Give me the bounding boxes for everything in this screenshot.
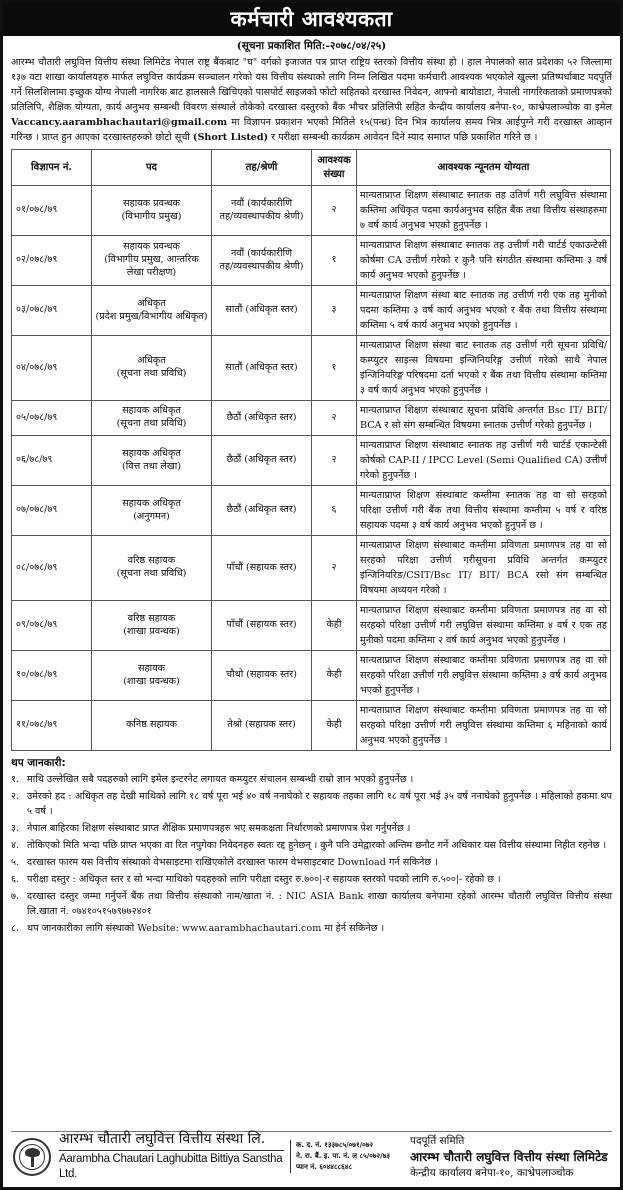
org-name-english: Aarambha Chautari Laghubitta Bittiya Sanstha Ltd. <box>59 1152 283 1181</box>
level-cell <box>212 186 312 236</box>
item-text: थप जानकारीका लागि संस्थाको Website: www.aarambhachautari.com मा हेर्न सकिनेछ । <box>27 923 385 935</box>
table-row <box>12 336 611 401</box>
list-item <box>11 838 612 853</box>
list-item <box>11 921 612 936</box>
item-text: उमेरको हद : अधिकृत तह देखी माथिको लागि १८ वर्ष पूरा भई ४० वर्ष ननाघेको र सहायक तहका लागि १८ वर्ष पूरा भई ३५ वर्ष ननाघेको हुनुपर्नेछ । महिलाको हकमा थप ५ वर्ष । <box>27 791 612 818</box>
table-row <box>12 601 611 651</box>
level-subtitle: तह/व्यवस्थापकीय श्रेणी) <box>219 260 304 272</box>
level-title: नवौं (कार्यकारीणि <box>230 247 293 259</box>
footer <box>11 1131 612 1181</box>
item-number: ३. <box>11 823 20 835</box>
header-count: आवश्यक संख्या <box>312 150 357 186</box>
ad-number: ०१/०७८/७९ <box>12 186 92 236</box>
header-qualification: आवश्यक न्यूनतम योग्यता <box>357 150 611 186</box>
ad-number: ०५/०७८/७९ <box>12 401 92 436</box>
qualification: मान्यताप्राप्त शिक्षण संस्थाबाट कम्तीमा प्रविणता प्रमाणपत्र तह वा सो सरहको परिक्षा उत्तीर्ण गरी लघुवित्त संस्थामा कम्तिमा ४ वर्ष र एक तह मुनीको पदमा कम्तिमा २ वर्ष कार्य अनुभव भएको हुनुपर्नेछ । <box>357 601 611 651</box>
committee-address: केन्द्रीय कार्यालय बनेपा-१०, काभ्रेपलाञ्चोक <box>410 1166 574 1179</box>
ad-number: ०६/७८/७९ <box>12 436 92 486</box>
level-title: पाँचौं (सहायक स्तर) <box>226 561 297 573</box>
post-cell <box>92 236 212 286</box>
list-item <box>11 872 612 887</box>
level-title: नवौं (कार्यकारीणि <box>230 197 293 209</box>
ad-number: ०८/०७८/७९ <box>12 536 92 601</box>
notice-title: कर्मचारी आवश्यकता <box>3 3 620 36</box>
ad-number: ११/०७८/७९ <box>12 701 92 751</box>
post-subtitle: (सूचना तथा प्रविधि) <box>116 418 187 429</box>
table-row <box>12 186 611 236</box>
ad-number: ०९/०७८/७९ <box>12 601 92 651</box>
item-text: तोकिएको मिति भन्दा पछि प्राप्त भएका वा रित नपुगेका निवेदनहरु स्वतः रद्द हुनेछन् । कुनै पनि उमेद्वारको अन्तिम छनौट गर्ने अधिकार यस वित्तीय संस्थामा निहीत रहनेछ । <box>27 840 607 852</box>
post-title: कनिष्ठ सहायक <box>126 719 177 731</box>
required-count: केही <box>312 601 357 651</box>
registration-line: क. द. नं. १३३७८५/०७१/०७२ <box>296 1141 374 1149</box>
qualification: मान्यताप्राप्त शिक्षण संस्थाबाट स्नातक तह उत्तीर्ण गरी चार्टर्ड एकान्टेसी कोर्षको CAP-II / IPCC Level (Semi Qualified CA) उत्तीर्ण गरेको हुनुपर्नेछ । <box>357 436 611 486</box>
table-row <box>12 436 611 486</box>
post-title: सहायक अधिकृत <box>122 447 181 459</box>
item-number: २. <box>11 791 20 803</box>
post-cell <box>92 401 212 436</box>
post-cell <box>92 336 212 401</box>
required-count: २ <box>312 536 357 601</box>
post-cell <box>92 601 212 651</box>
list-item <box>11 772 612 787</box>
intro-paragraph <box>3 55 620 145</box>
list-item <box>11 821 612 836</box>
ad-number: ०३/०७८/७९ <box>12 286 92 336</box>
required-count: २ <box>312 436 357 486</box>
level-subtitle: तह/व्यवस्थापकीय श्रेणी) <box>219 210 304 222</box>
ad-number: १०/०७८/७९ <box>12 651 92 701</box>
post-title: सहायक <box>138 662 165 674</box>
level-cell <box>212 701 312 751</box>
qualification: मान्यताप्राप्त शिक्षण संस्थाबाट कम्तीमा प्रविणता प्रमाणपत्र तह वा सो सरहको परिक्षा उत्तीर्ण गरी लघुवित्त संस्थामा कम्तिमा ३ वर्ष कार्य अनुभव भएको हुनुपर्नेछ । <box>357 651 611 701</box>
post-subtitle: (सूचना तथा प्रविधि) <box>116 568 187 579</box>
required-count: केही <box>312 651 357 701</box>
post-cell <box>92 486 212 536</box>
item-number: ५. <box>11 857 20 869</box>
qualification: मान्यताप्राप्त शिक्षण संस्थाबाट कम्तीमा प्रविणता प्रमाणपत्र तह वा सो सरहको परिक्षा उत्तीर्ण गरीसूचना प्रविधि अन्तर्गत कम्प्युटर इन्जिनियरिङ/CSIT/Bsc IT/ BIT/ BCA रसो संग सम्बन्धित विषयमा अध्ययन गरेको । <box>357 536 611 601</box>
post-subtitle: (विभागीय प्रमुख) <box>121 210 182 222</box>
header-post: पद <box>92 150 212 186</box>
notice-date: (सूचना प्रकाशित मिति:-२०७८/०४/२५) <box>236 40 387 52</box>
post-subtitle: (अनुगमन) <box>133 510 170 522</box>
qualification: मान्यताप्राप्त शिक्षण संस्था बाट स्नातक तह उत्तीर्ण गरी एक तह मुनीको पदमा कम्तिमा ३ वर्ष कार्य अनुभव भएको र बैंक तथा वित्तीय संस्थामा कम्तिमा ५ वर्ष कार्य अनुभव भएको हुनुपर्नेछ । <box>357 286 611 336</box>
post-title: सहायक अधिकृत <box>122 497 181 509</box>
level-cell <box>212 286 312 336</box>
post-subtitle: (वित्त तथा लेखा) <box>122 460 181 472</box>
post-subtitle: (शाखा प्रवन्धक) <box>123 675 180 687</box>
post-cell <box>92 286 212 336</box>
table-row <box>12 401 611 436</box>
level-title: सातौं (अधिकृत स्तर) <box>225 304 298 316</box>
short-listed-label: (Short Listed) <box>192 132 269 143</box>
qualification: मान्यताप्राप्त शिक्षण संस्थाबाट स्नातक तह उतिर्ण गरी लघुवित्त संस्थामा कम्तिमा अधिकृत पदमा कार्यअनुभव सहित बैंक तथा वित्तीय संस्थाहरुमा ७ वर्ष कार्य अनुभव भएको हुनुपर्नेछ । <box>357 186 611 236</box>
recruitment-committee <box>410 1133 608 1181</box>
level-title: चौथो (सहायक स्तर) <box>226 669 297 681</box>
level-title: सातौं (अधिकृत स्तर) <box>225 361 298 373</box>
intro-text-2: मा विज्ञापन प्रकाशन भएको मितिले १५(पन्ध्र) दिन भित्र कार्यालय समय भित्र आईपुग्ने गरी दरखास्त आव्हान गरिन्छ । प्राप्त हुन आएका दरखास्तहरुको छोटो सूची <box>11 117 612 143</box>
level-title: छैठौं (अधिकृत स्तर) <box>226 454 297 466</box>
organization-name-block <box>59 1130 284 1183</box>
level-title: तेश्रो (सहायक स्तर) <box>227 719 296 731</box>
table-row <box>12 701 611 751</box>
level-cell <box>212 401 312 436</box>
qualification: मान्यताप्राप्त शिक्षण संस्थाबाट कम्तीमा प्रविणता प्रमाणपत्र तह वा सो सरहको परिक्षा उत्तीर्ण गरी लघुवित्त संस्थामा कम्तिमा ६ महिनाको कार्य अनुभव भएको हुनुपर्नेछ । <box>357 701 611 751</box>
required-count: केही <box>312 701 357 751</box>
item-text: दरखास्त फारम यस वित्तीय संस्थाको वेभसाइटमा राखिएकोले दरखास्त फारम वेभसाइटबाट Download गर्न सकिनेछ । <box>27 857 438 869</box>
table-row <box>12 236 611 286</box>
level-cell <box>212 236 312 286</box>
additional-info-title: थप जानकारी: <box>11 757 66 769</box>
header-level: तह/श्रेणी <box>212 150 312 186</box>
registration-line: प्यान नं. ६०४४८८६४८ <box>296 1163 353 1171</box>
table-row <box>12 536 611 601</box>
post-title: वरिष्ठ सहायक <box>127 612 176 624</box>
level-cell <box>212 486 312 536</box>
post-subtitle: (विभागीय प्रमुख, आन्तरिक लेखा परीक्षण) <box>104 254 199 278</box>
item-text: परीक्षा दस्तुर : अधिकृत स्तर र सो भन्दा माथिको पदहरुको लागि परीक्षा दस्तुर रु.७००|-र सहायक स्तरको पदको लागि रु.५००|- रहेको छ । <box>27 874 501 886</box>
post-title: सहायक प्रवन्धक <box>123 241 180 253</box>
intro-text-1: आरम्भ चौतारी लघुवित्त वित्तीय संस्था लिमिटेड नेपाल राष्ट्र बैंकबाट "घ" वर्गको इजाजत पत्र प्राप्त राष्ट्रिय स्तरको वित्तीय संस्था हो । हाल नेपालको सात प्रदेशका ५२ जिल्लामा १३७ वटा शाखा कार्यालयहरु मार्फत लघुवित्त कार्यक्रम सञ्चालन गरेको यस वित्तीय संस्थाको लागि निम्न लिखित पदमा कर्मचारी आवश्यक भएकोले खुल्ला प्रतिष्पर्धाबाट पदपुर्ति गर्ने सिलशिलामा इच्छुक योग्य नेपाली नागरिक बाट हालसालै खिचिएको पासपोर्ट साइजको फोटो सहितको दरखास्त निवेदन, आफ्नो बायोडाटा, नेपाली नागरिकताको प्रमाणपत्रको प्रतिलिपि, शैक्षिक योग्यता, कार्य अनुभव सम्बन्धी विवरण संस्थाले तोकेको दरखास्त दस्तुरको बैंक भौचर प्रतिलिपी सहित केन्द्रीय कार्यालय बनेपा-१०, काभ्रेपलाञ्चोक वा इमेल <box>11 57 612 113</box>
item-number: १. <box>11 774 20 786</box>
required-count: २ <box>312 186 357 236</box>
post-title: वरिष्ठ सहायक <box>127 555 176 567</box>
required-count: १ <box>312 236 357 286</box>
committee-org: आरम्भ चौतारी लघुवित्त वित्तीय संस्था लिमिटेड <box>410 1149 608 1164</box>
tree-icon <box>19 1144 45 1170</box>
post-cell <box>92 536 212 601</box>
list-item <box>11 855 612 870</box>
required-count: ६ <box>312 486 357 536</box>
level-cell <box>212 536 312 601</box>
required-count: २ <box>312 401 357 436</box>
level-title: पाँचौं (सहायक स्तर) <box>226 619 297 631</box>
table-row <box>12 486 611 536</box>
post-subtitle: (शाखा प्रवन्धक) <box>123 625 180 637</box>
item-text: दरखास्त दस्तुर जम्मा गर्नुपर्ने बैंक तथा वित्तीय संस्थाको नाम/खाता नं. : NIC ASIA Bank शाखा कार्यालय बनेपामा रहेको आरम्भ चौतारी लघुवित्त वित्तीय संस्था लि.खाता नं. ०७४१०५१५७९७७२४०१ <box>27 891 612 918</box>
organization-logo <box>13 1138 51 1176</box>
post-title: अधिकृत <box>137 355 166 367</box>
level-cell <box>212 651 312 701</box>
post-title: सहायक प्रवन्धक <box>123 197 180 209</box>
ad-number: ०४/०७८/७९ <box>12 336 92 401</box>
list-item <box>11 789 612 819</box>
committee-title: पदपूर्ति समिति <box>410 1134 465 1147</box>
table-row <box>12 651 611 701</box>
application-email[interactable]: Vaccancy.aarambhachautari@gmail.com <box>11 117 228 128</box>
item-number: ६. <box>11 874 20 886</box>
level-title: छैठौं (अधिकृत स्तर) <box>226 411 297 423</box>
header-ad-no: विज्ञापन नं. <box>12 150 92 186</box>
qualification: मान्यताप्राप्त शिक्षण संस्थाबाट सूचना प्रविधि अन्तर्गत Bsc IT/ BIT/ BCA र सो संग सम्बन्धित विषयमा स्नातक उत्तीर्ण गरेको हुनुपर्नेछ । <box>357 401 611 436</box>
level-cell <box>212 336 312 401</box>
intro-text-3: र परीक्षा सम्बन्धी कार्यक्रम आवेदन दिने म्याद समाप्त पछि प्रकाशित गरिने छ । <box>271 132 538 143</box>
item-number: ४. <box>11 840 20 852</box>
item-number: ८. <box>11 923 20 935</box>
post-cell <box>92 186 212 236</box>
post-subtitle: (सूचना तथा प्रविधि) <box>116 368 187 379</box>
ad-number: ०७/०७८/७९ <box>12 486 92 536</box>
table-row <box>12 286 611 336</box>
registration-line: ने. रा. बैं. इ. पा. नं. ल ८५/०७२/७३ <box>296 1152 391 1160</box>
registration-info <box>290 1140 402 1173</box>
level-cell <box>212 436 312 486</box>
vacancy-table <box>11 149 611 751</box>
item-text: नेपाल बाहिरका शिक्षण संस्थाबाट प्राप्त शैक्षिक प्रमाणपत्रहरु भए समकक्षता निर्धारणको प्रमाणपत्र पेश गर्नुपर्नेछ । <box>27 823 411 835</box>
post-title: अधिकृत <box>137 297 166 309</box>
required-count: १ <box>312 336 357 401</box>
required-count: ३ <box>312 286 357 336</box>
level-cell <box>212 601 312 651</box>
post-title: सहायक अधिकृत <box>122 405 181 417</box>
ad-number: ०२/०७८/७९ <box>12 236 92 286</box>
post-cell <box>92 436 212 486</box>
post-cell <box>92 701 212 751</box>
qualification: मान्यताप्राप्त शिक्षण संस्था बाट स्नातक तह उत्तीर्ण गरी सूचना प्रविधि/कम्प्युटर साइन्स विषयमा इन्जिनियरिङ्ग उत्तीर्ण गरेको साथै नेपाल इन्जिनियरिङ्ग परिषदमा दर्ता भएको र बैंक तथा वित्तीय संस्थामा कम्तिमा ३ वर्ष कार्य अनुभव भएको हुनुपर्नेछ । <box>357 336 611 401</box>
level-title: छैठौं (अधिकृत स्तर) <box>226 504 297 516</box>
org-name-nepali: आरम्भ चौतारी लघुवित्त वित्तीय संस्था लि. <box>59 1130 284 1151</box>
item-number: ७. <box>11 891 20 903</box>
qualification: मान्यताप्राप्त शिक्षण संस्थाबाट स्नातक तह उत्तीर्ण गरी चार्टर्ड एकाउन्टेसी कोर्षमा CA उत्तीर्ण गरेको र कुनै पनि संगठीत संस्थामा कम्तिमा ३ वर्ष कार्य अनुभव भएको हुनुपर्नेछ । <box>357 236 611 286</box>
post-subtitle: (प्रदेश प्रमुख/विभागीय अधिकृत) <box>95 310 208 322</box>
list-item <box>11 889 612 919</box>
post-cell <box>92 651 212 701</box>
additional-info-list <box>3 772 620 936</box>
qualification: मान्यताप्राप्त शिक्षण संस्थाबाट कम्तीमा स्नातक तह वा सो सरहको परिक्षा उत्तीर्ण गरी बैंक तथा वित्तीय संस्थामा कम्तीमा ५ वर्ष र वरिष्ठ सहायक पदमा ३ वर्ष कार्य अनुभव भएको हुनुपर्ने छ । <box>357 486 611 536</box>
table-header-row <box>12 150 611 186</box>
item-text: माथि उल्लेखित सबै पदहरुको लागि इमेल इन्टरनेट लगायत कम्प्युटर संचालन सम्बन्धी राम्रो ज्ञान भएको हुनुपर्नेछ । <box>27 774 414 786</box>
